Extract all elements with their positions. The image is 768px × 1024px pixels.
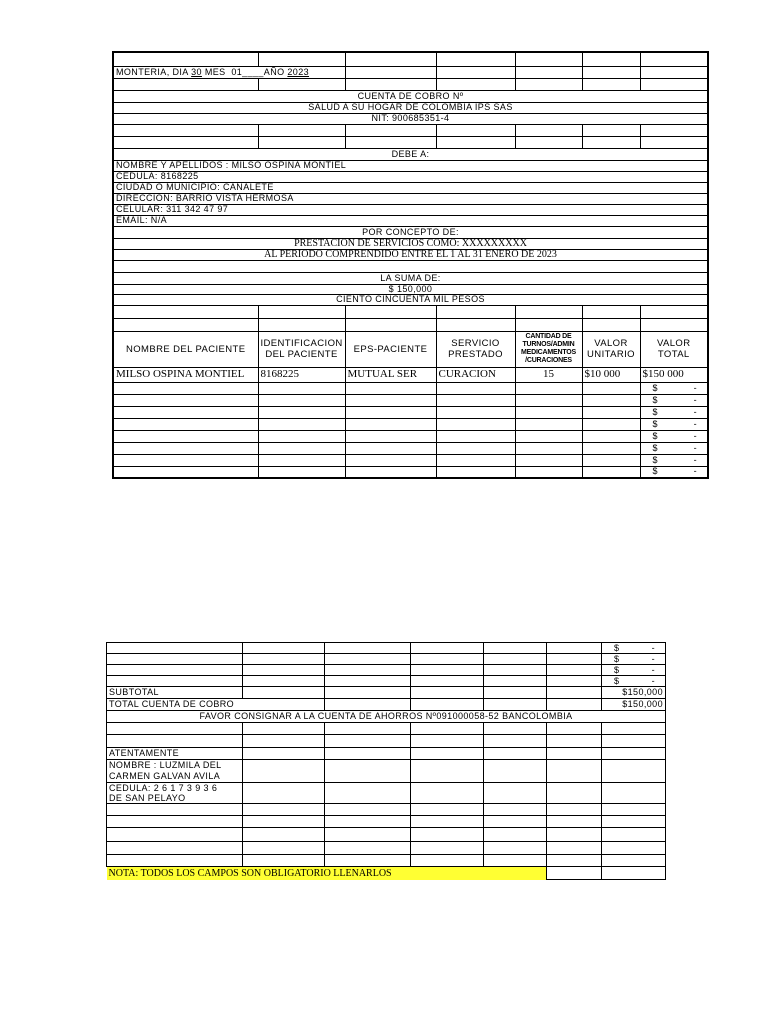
row-total-empty bbox=[640, 418, 708, 430]
currency-symbol: $ bbox=[652, 418, 658, 429]
empty-dash: - bbox=[693, 382, 697, 393]
table-row bbox=[113, 454, 708, 466]
debtor-heading: DEBE A: bbox=[113, 148, 708, 160]
city-label: MONTERIA, DIA bbox=[116, 66, 189, 77]
sum-value: $ 150,000 bbox=[113, 284, 708, 294]
empty-dash: - bbox=[651, 664, 655, 675]
debtor-phone: CELULAR: 311 342 47 97 bbox=[113, 204, 708, 215]
empty-dash: - bbox=[693, 454, 697, 465]
blank-row bbox=[113, 52, 708, 66]
invoice-title: CUENTA DE COBRO Nº bbox=[113, 90, 708, 102]
col-qty-header: CANTIDAD DE TURNOS/ADMIN MEDICAMENTOS /CURACIONES bbox=[515, 331, 582, 367]
signer-id bbox=[107, 783, 243, 804]
year-label: AÑO bbox=[263, 66, 285, 77]
row-qty: 15 bbox=[515, 367, 582, 382]
empty-dash: - bbox=[693, 466, 697, 477]
invoice-table bbox=[112, 51, 709, 479]
col-eps-header: EPS-PACIENTE bbox=[345, 331, 436, 367]
month-label: MES bbox=[204, 66, 226, 77]
currency-symbol: $ bbox=[652, 382, 658, 393]
empty-dash: - bbox=[693, 394, 697, 405]
table-row bbox=[113, 406, 708, 418]
debtor-city: CIUDAD O MUNICIPIO: CANALETE bbox=[113, 182, 708, 193]
currency-symbol: $ bbox=[652, 454, 658, 465]
company-nit: NIT: 900685351-4 bbox=[113, 113, 708, 124]
table-row bbox=[113, 466, 708, 478]
col-unit-header: VALOR UNITARIO bbox=[582, 331, 640, 367]
debtor-email: EMAIL: N/A bbox=[113, 215, 708, 226]
currency-symbol: $ bbox=[652, 430, 658, 441]
empty-dash: - bbox=[693, 442, 697, 453]
signer-id-row bbox=[107, 783, 666, 804]
totals-table bbox=[106, 642, 666, 880]
concept-period: AL PERIODO COMPRENDIDO ENTRE EL 1 AL 31 ENERO DE 2023 bbox=[113, 249, 708, 260]
empty-dash: - bbox=[651, 653, 655, 664]
currency-symbol: $ bbox=[614, 642, 620, 653]
mandatory-note: NOTA: TODOS LOS CAMPOS SON OBLIGATORIO LLENARLOS bbox=[107, 867, 547, 880]
col-id-header: IDENTIFICACION DEL PACIENTE bbox=[258, 331, 345, 367]
currency-symbol: $ bbox=[614, 675, 620, 686]
row-total-empty bbox=[640, 394, 708, 406]
row-total-empty bbox=[602, 643, 666, 654]
row-service: CURACION bbox=[436, 367, 515, 382]
table-row bbox=[113, 430, 708, 442]
currency-symbol: $ bbox=[652, 406, 658, 417]
col-service-header: SERVICIO PRESTADO bbox=[436, 331, 515, 367]
row-total: $150 000 bbox=[640, 367, 708, 382]
currency-symbol: $ bbox=[614, 653, 620, 664]
row-total-empty bbox=[640, 406, 708, 418]
sum-words: CIENTO CINCUENTA MIL PESOS bbox=[113, 294, 708, 305]
signer-name bbox=[107, 760, 243, 783]
table-row bbox=[113, 442, 708, 454]
date-row bbox=[113, 66, 708, 78]
empty-rows bbox=[107, 643, 666, 687]
row-total-empty bbox=[640, 454, 708, 466]
concept-heading: POR CONCEPTO DE: bbox=[113, 226, 708, 238]
table-row bbox=[107, 643, 666, 654]
currency-symbol: $ bbox=[652, 394, 658, 405]
currency-symbol: $ bbox=[614, 664, 620, 675]
row-total-empty bbox=[640, 466, 708, 478]
signer-cedula: CEDULA: 2 6 1 7 3 9 3 6 bbox=[109, 783, 218, 793]
row-total-empty bbox=[602, 665, 666, 676]
company-name: SALUD A SU HOGAR DE COLOMBIA IPS SAS bbox=[113, 102, 708, 113]
note-row bbox=[107, 867, 666, 880]
signer-city: DE SAN PELAYO bbox=[109, 793, 186, 803]
row-eps: MUTUAL SER bbox=[345, 367, 436, 382]
signer-name-row bbox=[107, 760, 666, 783]
year-value: 2023 bbox=[287, 66, 310, 77]
total-label: TOTAL CUENTA DE COBRO bbox=[107, 699, 325, 711]
total-value: $150,000 bbox=[602, 699, 666, 711]
regards: ATENTAMENTE bbox=[107, 748, 243, 760]
signer-name-line1: NOMBRE : LUZMILA DEL bbox=[109, 760, 222, 770]
col-total-header: VALOR TOTAL bbox=[640, 331, 708, 367]
subtotal-label: SUBTOTAL bbox=[107, 687, 243, 699]
table-row bbox=[113, 394, 708, 406]
month-value: 01 bbox=[231, 66, 243, 77]
empty-dash: - bbox=[651, 675, 655, 686]
subtotal-value: $150,000 bbox=[602, 687, 666, 699]
row-total-empty bbox=[602, 654, 666, 665]
col-patient-header: NOMBRE DEL PACIENTE bbox=[113, 331, 258, 367]
row-total-empty bbox=[602, 676, 666, 687]
empty-dash: - bbox=[693, 418, 697, 429]
date-line: MONTERIA, DIA 30 MES 01____AÑO 2023 bbox=[113, 66, 345, 78]
bank-account: FAVOR CONSIGNAR A LA CUENTA DE AHORROS Nº091000058-52 BANCOLOMBIA bbox=[107, 711, 666, 723]
table-header bbox=[113, 331, 708, 367]
row-total-empty bbox=[640, 442, 708, 454]
row-patient: MILSO OSPINA MONTIEL bbox=[113, 367, 258, 382]
table-row bbox=[107, 654, 666, 665]
day-value: 30 bbox=[191, 66, 202, 77]
sum-label: LA SUMA DE: bbox=[113, 272, 708, 284]
table-row bbox=[113, 367, 708, 382]
debtor-cedula: CEDULA: 8168225 bbox=[113, 171, 708, 182]
concept-service: PRESTACION DE SERVICIOS COMO: XXXXXXXXX bbox=[113, 238, 708, 249]
subtotal-row bbox=[107, 687, 666, 699]
table-row bbox=[113, 382, 708, 394]
debtor-address: DIRECCION: BARRIO VISTA HERMOSA bbox=[113, 193, 708, 204]
debtor-name: NOMBRE Y APELLIDOS : MILSO OSPINA MONTIEL bbox=[113, 160, 708, 171]
row-unit: $10 000 bbox=[582, 367, 640, 382]
currency-symbol: $ bbox=[652, 442, 658, 453]
signer-name-line2: CARMEN GALVAN AVILA bbox=[109, 771, 221, 781]
row-total-empty bbox=[640, 382, 708, 394]
table-row bbox=[107, 665, 666, 676]
empty-dash: - bbox=[651, 642, 655, 653]
empty-rows bbox=[113, 382, 708, 478]
empty-dash: - bbox=[693, 406, 697, 417]
row-total-empty bbox=[640, 430, 708, 442]
row-id: 8168225 bbox=[258, 367, 345, 382]
total-row bbox=[107, 699, 666, 711]
currency-symbol: $ bbox=[652, 466, 658, 477]
table-row bbox=[113, 418, 708, 430]
table-row bbox=[107, 676, 666, 687]
empty-dash: - bbox=[693, 430, 697, 441]
